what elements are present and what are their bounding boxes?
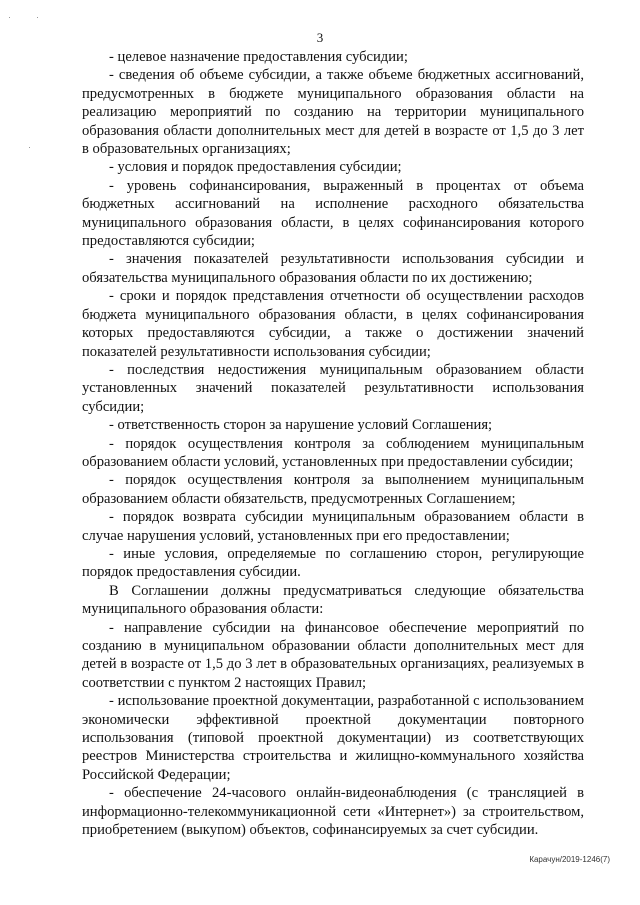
paragraph: - порядок возврата субсидии муниципальным образованием области в случае нарушения условий, установленных при его предоставлении; [82,509,584,544]
paragraph: - целевое назначение предоставления субсидии; [109,49,408,65]
scan-speck: · [28,142,31,152]
paragraph: - сроки и порядок представления отчетности об осуществлении расходов бюджета муниципального образования области, в целях софинансирования которых предоставляются субсидии, а также о достижении значений показателей результативности использования субсидии; [82,288,584,360]
paragraph: - порядок осуществления контроля за выполнением муниципальным образованием области обязательств, предусмотренных Соглашением; [82,472,584,507]
paragraph: - сведения об объеме субсидии, а также объеме бюджетных ассигнований, предусмотренных в бюджете муниципального образования области на реализацию мероприятий по созданию на территории муниципального образования области дополнительных мест для детей в возрасте от 1,5 до 3 лет в образовательных организациях; [82,67,584,158]
paragraph: - уровень софинансирования, выраженный в процентах от объема бюджетных ассигнований на исполнение расходного обязательства муниципального образования области, в целях софинансирования которого предоставляются субсидии; [82,177,584,250]
document-body [82,48,584,839]
page-number: 3 [316,30,324,45]
paragraph: - порядок осуществления контроля за соблюдением муниципальным образованием области условий, установленных при предоставлении субсидии; [82,435,584,470]
paragraph: - условия и порядок предоставления субсидии; [109,159,402,176]
paragraph: - использование проектной документации, разработанной с использованием экономически эффективной проектной документации повторного использования (типовой проектной документации) из соответствующих реестров Министерства строительства и жилищно-коммунального хозяйства Российской Федерации; [82,693,584,783]
paragraph: - иные условия, определяемые по соглашению сторон, регулирующие порядок предоставления субсидии. [82,545,584,581]
paragraph: - обеспечение 24-часового онлайн-видеонаблюдения (с трансляцией в информационно-телекоммуникационной сети «Интернет») за строительством, приобретением (выкупом) объектов, софинансируемых за счет субсидии. [82,785,584,839]
document-code: Карачун/2019-1246(7) [529,855,610,864]
paragraph: - направление субсидии на финансовое обеспечение мероприятий по созданию в муниципальном образовании области дополнительных мест для детей в возрасте от 1,5 до 3 лет в образовательных организациях, реализуемых в соответствии с пунктом 2 настоящих Правил; [82,619,584,691]
scan-speck: · [8,12,11,22]
paragraph: В Соглашении должны предусматриваться следующие обязательства муниципального образования области: [82,582,584,618]
paragraph: - ответственность сторон за нарушение условий Соглашения; [109,417,493,434]
paragraph: - значения показателей результативности использования субсидии и обязательства муниципального образования области по их достижению; [82,251,584,286]
paragraph: - последствия недостижения муниципальным образованием области установленных значений показателей результативности использования субсидии; [82,361,584,415]
scan-speck: · [36,12,39,22]
